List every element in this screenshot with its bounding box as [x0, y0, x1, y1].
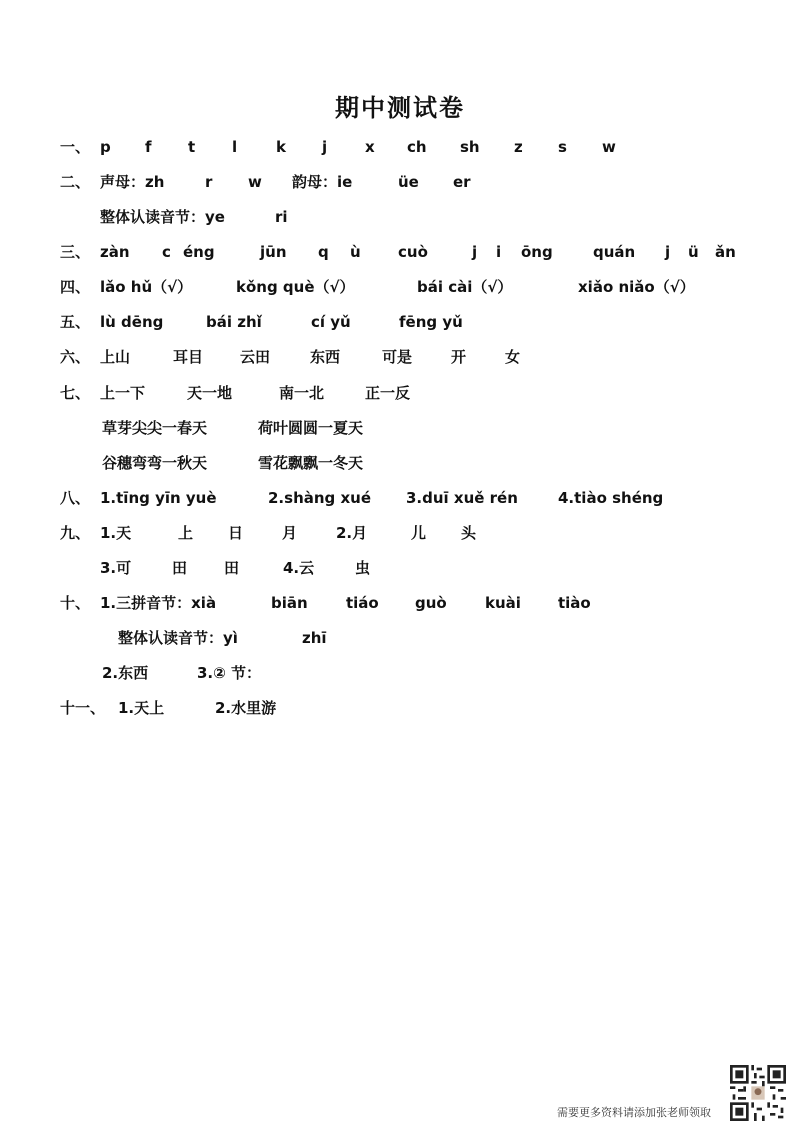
- q2-text: 韵母：ie: [292, 173, 353, 191]
- q3-item: ōng: [521, 243, 553, 261]
- q2-text: üe: [398, 173, 419, 191]
- q10-item: 2.东西: [102, 664, 149, 682]
- q2-label: 二、: [60, 173, 91, 191]
- q9-item: 3.可: [100, 559, 132, 577]
- q1-item: k: [276, 138, 286, 156]
- q4-item: bái cài（√）: [417, 278, 513, 296]
- q7-item: 草芽尖尖一春天: [102, 419, 208, 437]
- q1-item: l: [232, 138, 238, 156]
- q6-item: 女: [505, 348, 521, 366]
- q3-item: éng: [183, 243, 215, 261]
- q4-item: lǎo hǔ（√）: [100, 278, 193, 296]
- q7-label: 七、: [60, 384, 91, 402]
- q10-row: [60, 590, 760, 616]
- q11-row: [60, 695, 760, 721]
- footer-note: 需要更多资料请添加张老师领取: [557, 1106, 711, 1119]
- q9-item: 月: [282, 524, 298, 542]
- q6-row: [60, 344, 760, 370]
- q7-item: 雪花飘飘一冬天: [258, 454, 364, 472]
- q1-item: sh: [460, 138, 480, 156]
- q3-item: zàn: [100, 243, 130, 261]
- q3-item: i: [496, 243, 502, 261]
- q7-item: 上一下: [100, 384, 146, 402]
- q7-item: 天一地: [187, 384, 233, 402]
- q1-item: z: [514, 138, 523, 156]
- q3-item: ù: [350, 243, 361, 261]
- q9-label: 九、: [60, 524, 91, 542]
- q1-item: f: [145, 138, 152, 156]
- q3-label: 三、: [60, 243, 91, 261]
- q2-text: w: [248, 173, 262, 191]
- q9-item: 田: [172, 559, 188, 577]
- q5-item: fēng yǔ: [399, 313, 463, 331]
- q6-item: 开: [451, 348, 467, 366]
- q3-item: q: [318, 243, 329, 261]
- q1-row: [60, 134, 760, 160]
- q6-item: 可是: [382, 348, 413, 366]
- q1-item: j: [322, 138, 328, 156]
- q7-row-3: [102, 450, 702, 476]
- q7-row: [60, 380, 760, 406]
- q5-item: cí yǔ: [311, 313, 351, 331]
- q8-item: 4.tiào shéng: [558, 489, 664, 507]
- q9-row: [60, 520, 760, 546]
- q9-item: 4.云: [283, 559, 315, 577]
- q3-item: j: [472, 243, 478, 261]
- q1-item: ch: [407, 138, 427, 156]
- q9-item: 2.月: [336, 524, 368, 542]
- q5-row: [60, 309, 760, 335]
- page-title: 期中测试卷: [335, 94, 465, 122]
- q3-item: quán: [593, 243, 636, 261]
- q3-item: j: [665, 243, 671, 261]
- q10-item: zhī: [302, 629, 327, 647]
- q5-item: bái zhǐ: [206, 313, 262, 331]
- q7-item: 南一北: [279, 384, 325, 402]
- q2-row: [60, 169, 760, 195]
- q3-item: ǎn: [715, 243, 736, 261]
- q7-item: 正一反: [365, 384, 411, 402]
- q9-item: 上: [178, 524, 194, 542]
- q9-row-2: [100, 555, 700, 581]
- q10-item: 整体认读音节：yì: [118, 629, 238, 647]
- q1-item: x: [365, 138, 375, 156]
- q9-item: 田: [224, 559, 240, 577]
- q8-item: 1.tīng yīn yuè: [100, 489, 217, 507]
- q5-item: lù dēng: [100, 313, 164, 331]
- q10-item: guò: [415, 594, 447, 612]
- q5-label: 五、: [60, 313, 91, 331]
- q3-item: ü: [688, 243, 699, 261]
- q3-row: [60, 239, 780, 265]
- q2-text: ri: [275, 208, 288, 226]
- q6-item: 耳目: [173, 348, 204, 366]
- q3-item: jūn: [260, 243, 287, 261]
- q9-item: 日: [228, 524, 244, 542]
- q2-text: r: [205, 173, 213, 191]
- q10-row-2: [118, 625, 718, 651]
- q4-item: xiǎo niǎo（√）: [578, 278, 695, 296]
- q8-item: 2.shàng xué: [268, 489, 372, 507]
- q2-text: 声母：zh: [100, 173, 165, 191]
- q11-label: 十一、: [60, 699, 106, 717]
- q9-item: 儿: [411, 524, 427, 542]
- q10-row-3: [102, 660, 702, 686]
- q9-item: 虫: [355, 559, 371, 577]
- q9-item: 1.天: [100, 524, 132, 542]
- q1-item: p: [100, 138, 111, 156]
- q3-item: c: [162, 243, 171, 261]
- q10-label: 十、: [60, 594, 91, 612]
- q10-item: kuài: [485, 594, 521, 612]
- q7-item: 荷叶圆圆一夏天: [258, 419, 364, 437]
- q10-item: tiào: [558, 594, 591, 612]
- q2-text: er: [453, 173, 471, 191]
- q1-item: s: [558, 138, 567, 156]
- q1-label: 一、: [60, 138, 91, 156]
- q4-label: 四、: [60, 278, 91, 296]
- q4-item: kǒng què（√）: [236, 278, 355, 296]
- q8-row: [60, 485, 780, 511]
- q10-item: 3.② 节：: [197, 664, 262, 682]
- q3-item: cuò: [398, 243, 428, 261]
- q9-item: 头: [461, 524, 477, 542]
- q10-item: tiáo: [346, 594, 379, 612]
- q11-item: 2.水里游: [215, 699, 277, 717]
- q6-item: 东西: [310, 348, 341, 366]
- q7-row-2: [102, 415, 702, 441]
- q11-item: 1.天上: [118, 699, 165, 717]
- q10-item: 1.三拼音节：xià: [100, 594, 217, 612]
- q1-item: w: [602, 138, 616, 156]
- q6-item: 云田: [240, 348, 271, 366]
- q2-row-2: [100, 204, 700, 230]
- q6-item: 上山: [100, 348, 131, 366]
- q8-label: 八、: [60, 489, 91, 507]
- qr-code-icon: [730, 1065, 786, 1121]
- q10-item: biān: [271, 594, 308, 612]
- q4-row: [60, 274, 760, 300]
- q6-label: 六、: [60, 348, 91, 366]
- q8-item: 3.duī xuě rén: [406, 489, 518, 507]
- q2-text: 整体认读音节：ye: [100, 208, 225, 226]
- q7-item: 谷穗弯弯一秋天: [102, 454, 208, 472]
- q1-item: t: [188, 138, 196, 156]
